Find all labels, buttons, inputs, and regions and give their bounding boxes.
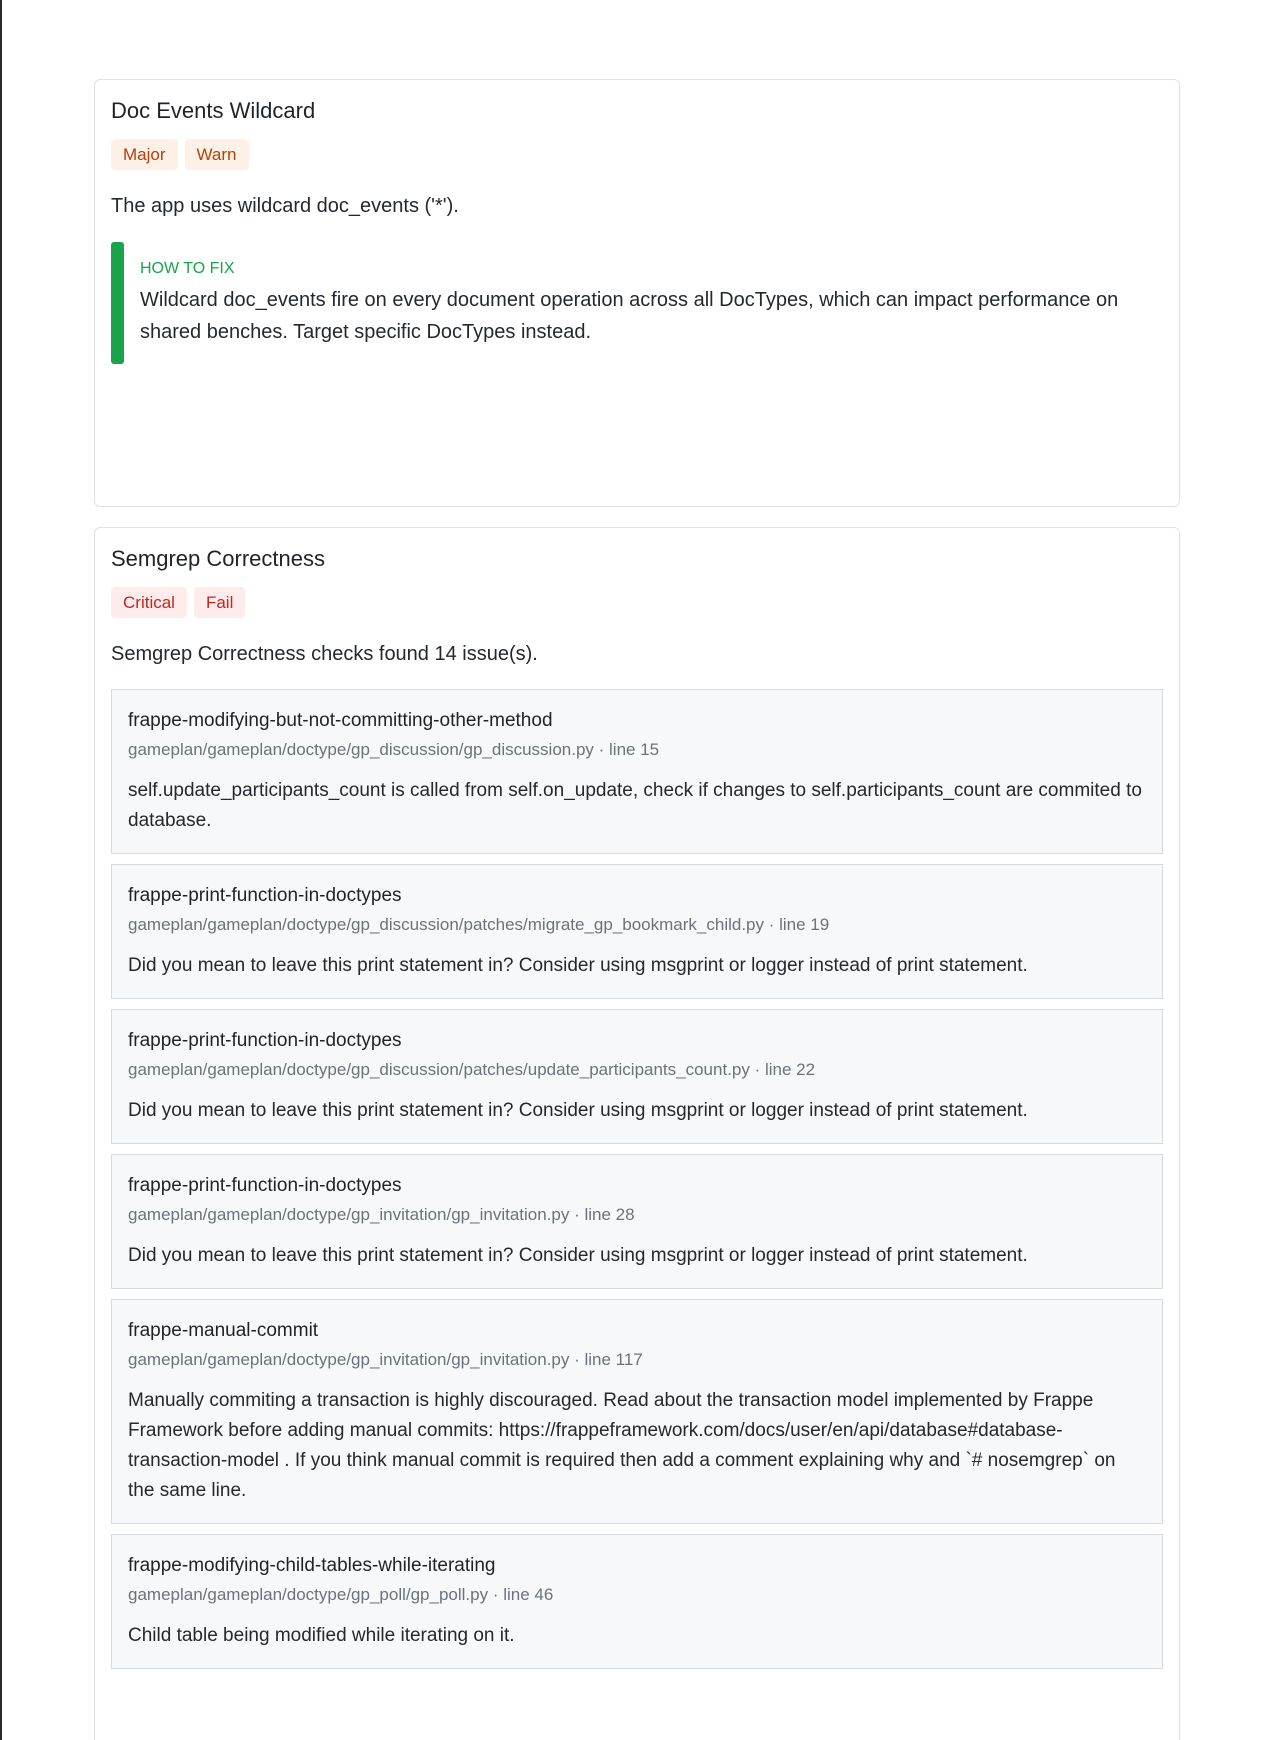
issue-rule-name: frappe-modifying-but-not-committing-other-method bbox=[128, 710, 553, 731]
issue-list bbox=[111, 689, 1163, 1669]
check-card-semgrep-correctness bbox=[94, 527, 1180, 1740]
severity-badge: Critical bbox=[111, 587, 187, 618]
card-description: The app uses wildcard doc_events ('*'). bbox=[111, 195, 459, 217]
issue-location: gameplan/gameplan/doctype/gp_poll/gp_poll.py · line 46 bbox=[128, 1585, 554, 1604]
card-title: Semgrep Correctness bbox=[111, 546, 325, 571]
issue-location: gameplan/gameplan/doctype/gp_discussion/gp_discussion.py · line 15 bbox=[128, 740, 660, 759]
how-to-fix-label: HOW TO FIX bbox=[140, 260, 235, 277]
issue-rule-name: frappe-print-function-in-doctypes bbox=[128, 885, 402, 906]
issue-item bbox=[111, 1534, 1163, 1669]
issue-rule-name: frappe-modifying-child-tables-while-iterating bbox=[128, 1555, 496, 1576]
severity-badge: Major bbox=[111, 139, 178, 170]
issue-item bbox=[111, 689, 1163, 854]
callout-accent-bar bbox=[111, 242, 124, 364]
issue-rule-name: frappe-print-function-in-doctypes bbox=[128, 1030, 402, 1051]
issue-message: self.update_participants_count is called from self.on_update, check if changes to self.participants_count are commited to database. bbox=[128, 780, 1142, 831]
issue-location: gameplan/gameplan/doctype/gp_invitation/gp_invitation.py · line 117 bbox=[128, 1350, 643, 1369]
how-to-fix-callout bbox=[111, 242, 1163, 364]
badge-group bbox=[111, 139, 1163, 170]
issue-item bbox=[111, 1299, 1163, 1524]
issue-item bbox=[111, 1009, 1163, 1144]
status-badge: Fail bbox=[194, 587, 245, 618]
issue-rule-name: frappe-manual-commit bbox=[128, 1320, 319, 1341]
issue-message: Did you mean to leave this print statement in? Consider using msgprint or logger instead of print statement. bbox=[128, 955, 1028, 976]
issue-message: Did you mean to leave this print statement in? Consider using msgprint or logger instead of print statement. bbox=[128, 1245, 1028, 1266]
card-title: Doc Events Wildcard bbox=[111, 98, 316, 123]
issue-message: Child table being modified while iterating on it. bbox=[128, 1625, 515, 1646]
page-left-border bbox=[0, 0, 2, 1740]
issue-message: Manually commiting a transaction is highly discouraged. Read about the transaction model implemented by Frappe Framework before adding manual commits: https://frappeframework.com/docs/user/en/api/database#database-transaction-model . If you think manual commit is required then add a comment explaining why and `# nosemgrep` on the same line. bbox=[128, 1390, 1116, 1501]
issue-location: gameplan/gameplan/doctype/gp_discussion/patches/update_participants_count.py · line 22 bbox=[128, 1060, 816, 1079]
issue-location: gameplan/gameplan/doctype/gp_discussion/patches/migrate_gp_bookmark_child.py · line 19 bbox=[128, 915, 830, 934]
how-to-fix-text: Wildcard doc_events fire on every document operation across all DocTypes, which can impact performance on shared benches. Target specific DocTypes instead. bbox=[140, 289, 1119, 343]
issue-item bbox=[111, 1154, 1163, 1289]
issue-item bbox=[111, 864, 1163, 999]
issue-message: Did you mean to leave this print statement in? Consider using msgprint or logger instead of print statement. bbox=[128, 1100, 1028, 1121]
issue-location: gameplan/gameplan/doctype/gp_invitation/gp_invitation.py · line 28 bbox=[128, 1205, 635, 1224]
card-description: Semgrep Correctness checks found 14 issue(s). bbox=[111, 643, 538, 665]
check-card-doc-events-wildcard bbox=[94, 79, 1180, 507]
status-badge: Warn bbox=[185, 139, 249, 170]
issue-rule-name: frappe-print-function-in-doctypes bbox=[128, 1175, 402, 1196]
badge-group bbox=[111, 587, 1163, 618]
